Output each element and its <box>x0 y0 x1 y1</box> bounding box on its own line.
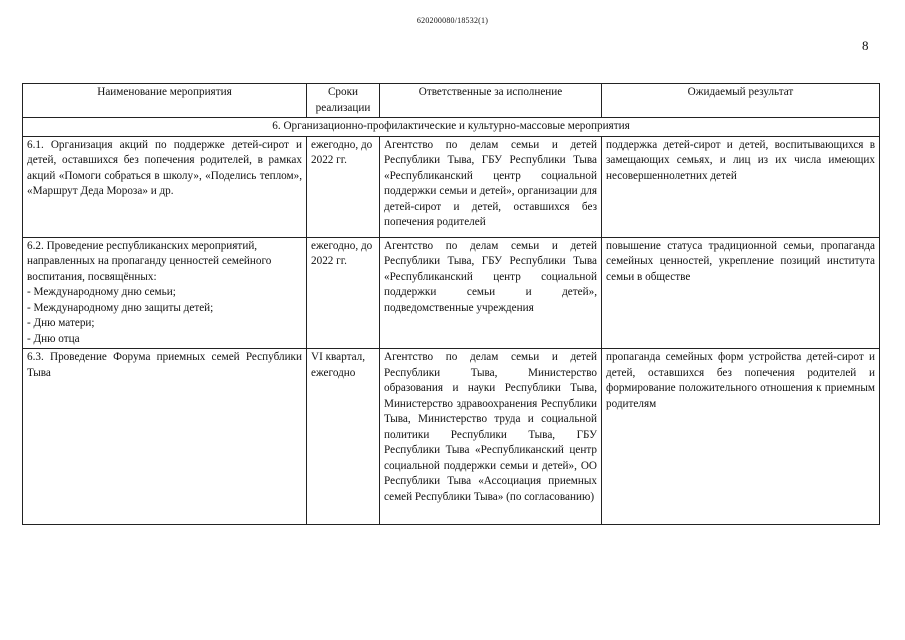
event-name: 6.1. Организация акций по поддержке детей-сирот и детей, оставшихся без попечения родителей, в рамках акций «Помоги собраться в школу», «Поделись теплом», «Маршрут Деда Мороза» и др. <box>23 136 307 237</box>
event-name-item: - Дню отца <box>27 332 80 345</box>
event-term: ежегодно, до 2022 гг. <box>307 237 380 349</box>
event-responsible: Агентство по делам семьи и детей Республики Тыва, Министерство образования и науки Республики Тыва, Министерство здравоохранения Республики Тыва, Министерство труда и социальной политики Республики Тыва, ГБУ Республики Тыва «Республиканский центр социальной поддержки семьи и детей», ОО Республики Тыва «Ассоциация приемных семей Республики Тыва» (по согласованию) <box>380 349 602 525</box>
table-header-row <box>23 84 880 118</box>
page-number: 8 <box>862 38 869 53</box>
event-term: ежегодно, до 2022 гг. <box>307 136 380 237</box>
document-id: 620200080/18532(1) <box>416 16 489 25</box>
event-name <box>23 237 307 349</box>
event-responsible: Агентство по делам семьи и детей Республики Тыва, ГБУ Республики Тыва «Республиканский центр социальной поддержки семьи и детей», организации для детей-сирот и детей, оставшихся без попечения родителей <box>380 136 602 237</box>
event-responsible: Агентство по делам семьи и детей Республики Тыва, ГБУ Республики Тыва «Республиканский центр социальной поддержки семьи и детей», подведомственные учреждения <box>380 237 602 349</box>
event-name: 6.3. Проведение Форума приемных семей Республики Тыва <box>23 349 307 525</box>
event-name-item: - Дню матери; <box>27 317 95 329</box>
section-row <box>23 118 880 137</box>
event-name-intro: 6.2. Проведение республиканских мероприятий, направленных на пропаганду ценностей семейного воспитания, посвящённых: <box>27 239 272 283</box>
event-term: VI квартал, ежегодно <box>307 349 380 525</box>
section-title: 6. Организационно-профилактические и культурно-массовые мероприятия <box>23 118 880 137</box>
event-name-item: - Международному дню семьи; <box>27 286 176 298</box>
table-row <box>23 136 880 237</box>
event-name-item: - Международному дню защиты детей; <box>27 301 214 314</box>
table-row <box>23 237 880 349</box>
plan-table <box>22 83 880 525</box>
column-header-result: Ожидаемый результат <box>602 84 880 118</box>
column-header-name: Наименование мероприятия <box>23 84 307 118</box>
column-header-term: Сроки реализации <box>307 84 380 118</box>
event-result: поддержка детей-сирот и детей, воспитывающихся в замещающих семьях, и лиц из их числа имеющих несовершеннолетних детей <box>602 136 880 237</box>
column-header-responsible: Ответственные за исполнение <box>380 84 602 118</box>
event-result: пропаганда семейных форм устройства детей-сирот и детей, оставшихся без попечения родителей и формирование положительного отношения к приемным родителям <box>602 349 880 525</box>
event-result: повышение статуса традиционной семьи, пропаганда семейных ценностей, укрепление позиций института семьи в обществе <box>602 237 880 349</box>
table-row <box>23 349 880 525</box>
